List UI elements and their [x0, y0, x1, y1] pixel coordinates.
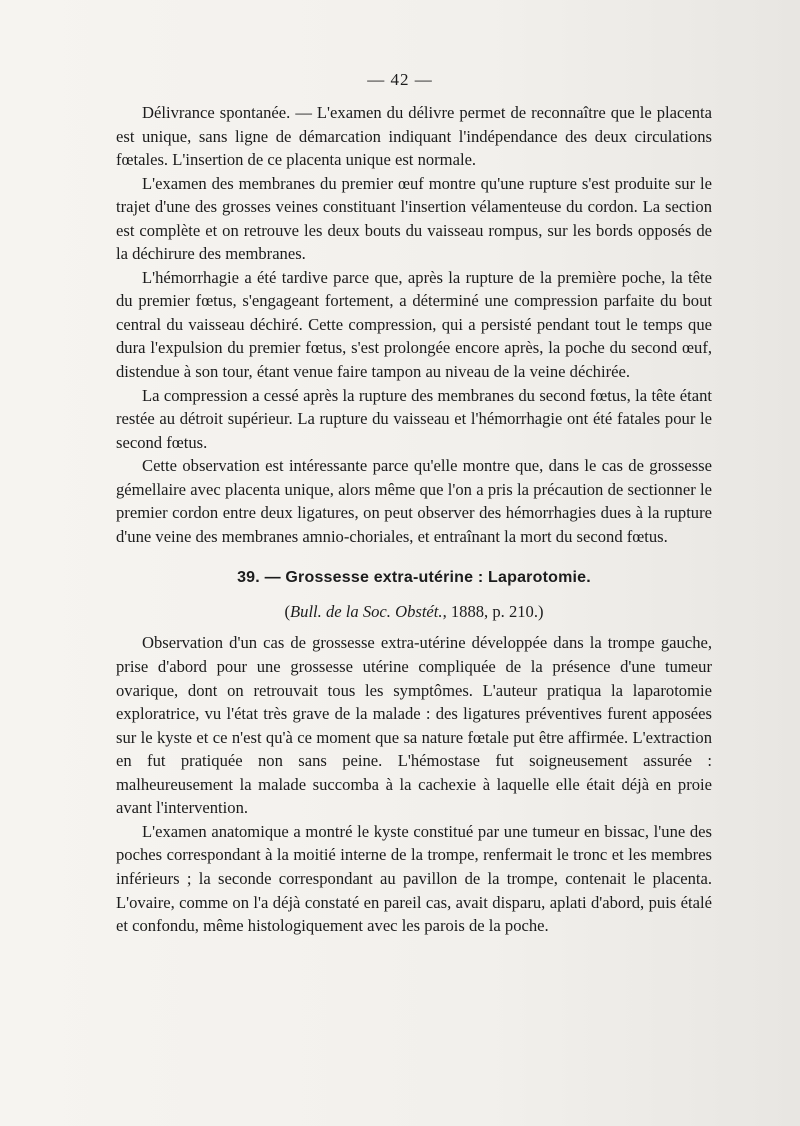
citation-details: , 1888, p. 210.): [442, 601, 544, 621]
paragraph: Délivrance spontanée. — L'examen du délivre permet de reconnaître que le placenta est unique, sans ligne de démarcation indiquant l'indépendance des deux circulations fœtales. L'insertion de ce placenta unique est normale.: [116, 103, 712, 170]
paragraph: L'examen des membranes du premier œuf montre qu'une rupture s'est produite sur le trajet d'une des grosses veines constituant l'insertion vélamenteuse du cordon. La section est complète et on retrouve les deux bouts du vaisseau rompus, sur les bords opposés de la déchirure des membranes.: [116, 173, 712, 264]
paragraph: Cette observation est intéressante parce qu'elle montre que, dans le cas de grossesse gémellaire avec placenta unique, alors même que l'on a pris la précaution de sectionner le premier cordon entre deux ligatures, on peut observer des hémorrhagies dues à la rupture d'une veine des membranes amnio-choriales, et entraînant la mort du second fœtus.: [116, 456, 712, 546]
paragraph: Observation d'un cas de grossesse extra-utérine développée dans la trompe gauche, prise d'abord pour une grossesse utérine compliquée de la présence d'une tumeur ovarique, dont on retrouvait tous les symptômes. L'auteur pratiqua la laparotomie exploratrice, vu l'état très grave de la malade : des ligatures préventives furent apposées sur le kyste et ce n'est qu'à ce moment que sa nature fœtale put être affirmée. L'extraction en fut pratiquée non sans peine. L'hémostase fut soigneusement assurée : malheureusement la malade succomba à la cachexie à laquelle elle était déjà en proie avant l'intervention.: [116, 633, 712, 818]
paragraph: L'examen anatomique a montré le kyste constitué par une tumeur en bissac, l'une des poches correspondant à la moitié interne de la trompe, renfermait le tronc et les membres inférieurs ; la seconde correspondant au pavillon de la trompe, contenait le placenta. L'ovaire, comme on l'a déjà constaté en pareil cas, avait disparu, aplati d'abord, puis étalé et confondu, même histologiquement avec les parois de la poche.: [116, 821, 712, 936]
paragraph: L'hémorrhagie a été tardive parce que, après la rupture de la première poche, la tête du premier fœtus, s'engageant fortement, a déterminé une compression parfaite du bout central du vaisseau déchiré. Cette compression, qui a persisté pendant tout le temps que dura l'expulsion du premier fœtus, s'est prolongée encore après, la poche du second œuf, distendue à son tour, étant venue faire tampon au niveau de la veine déchirée.: [116, 267, 712, 382]
page-number: — 42 —: [367, 70, 433, 89]
paragraph: La compression a cessé après la rupture des membranes du second fœtus, la tête étant restée au détroit supérieur. La rupture du vaisseau et l'hémorrhagie ont été fatales pour le second fœtus.: [116, 385, 712, 452]
citation-journal: Bull. de la Soc. Obstét.: [290, 601, 443, 621]
section-heading: 39. — Grossesse extra-utérine : Laparotomie.: [237, 569, 591, 587]
citation: [116, 600, 712, 624]
body-text: [116, 101, 712, 938]
citation-open: (: [284, 601, 291, 621]
